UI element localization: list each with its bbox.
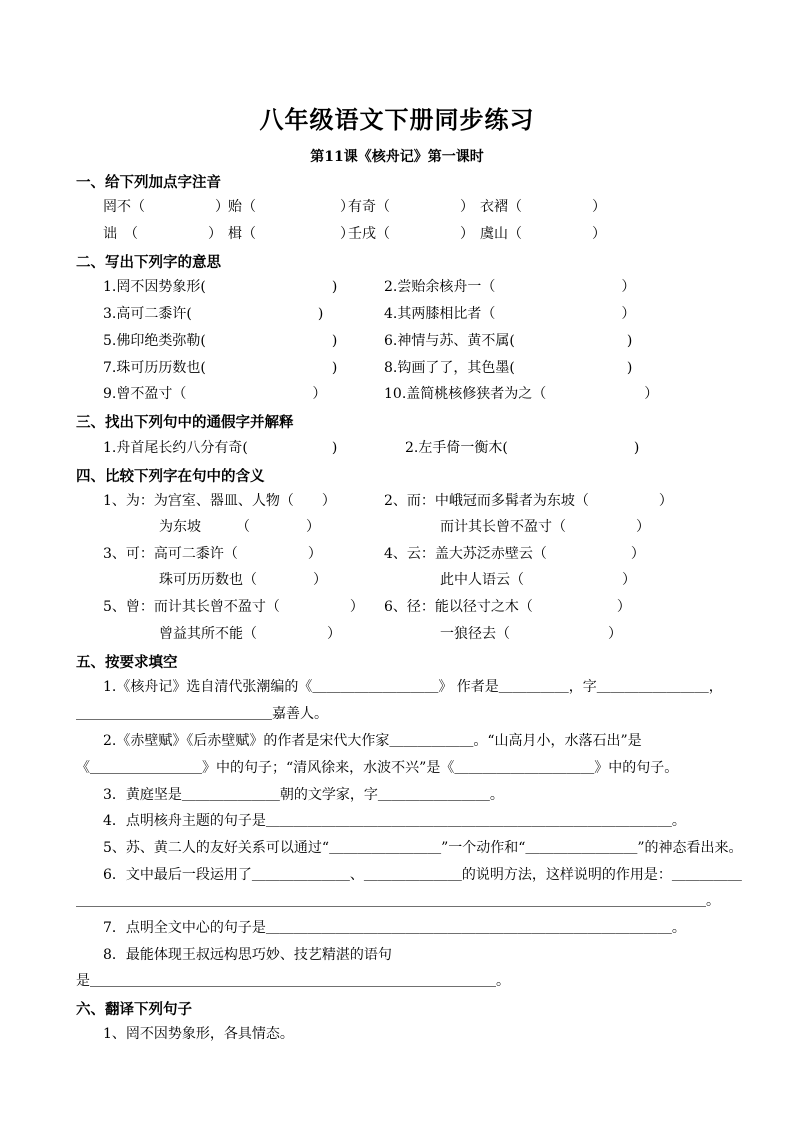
meaning-item: 5.佛印绝类弥勒( ) xyxy=(103,333,338,349)
pinyin-item: 楫（ ） xyxy=(228,226,354,242)
pinyin-item: 诎 （ ） xyxy=(103,226,222,242)
section-5-heading: 五、按要求填空 xyxy=(76,654,178,671)
compare-item: 为东坡 （ ） xyxy=(103,519,320,535)
meaning-item: 3.高可二黍许( ) xyxy=(103,306,324,322)
meaning-item: 6.神情与苏、黄不属( ) xyxy=(384,333,633,349)
section-6-heading: 六、翻译下列句子 xyxy=(76,1001,192,1018)
tongjia-item: 2.左手倚一衡木( ) xyxy=(405,440,640,456)
section-1-heading: 一、给下列加点字注音 xyxy=(76,174,221,191)
fill-blank-line: 1.《核舟记》选自清代张潮编的《＿＿＿＿＿＿＿＿＿》 作者是＿＿＿＿＿，字＿＿＿＿＿＿＿＿， xyxy=(103,679,723,695)
page-title: 八年级语文下册同步练习 xyxy=(259,105,535,134)
meaning-item: 4.其两膝相比者（ ） xyxy=(384,306,636,322)
meaning-item: 1.罔不因势象形( ) xyxy=(103,279,338,295)
meaning-item: 7.珠可历历数也( ) xyxy=(103,360,338,376)
section-3-heading: 三、找出下列句中的通假字并解释 xyxy=(76,414,294,431)
fill-blank-line: 2.《赤壁赋》《后赤壁赋》的作者是宋代大作家＿＿＿＿＿＿。“山高月小，水落石出”是 xyxy=(103,733,642,749)
pinyin-item: 贻（ ） xyxy=(228,199,354,215)
pinyin-item: 虞山（ ） xyxy=(480,226,606,242)
compare-item: 4、云：盖大苏泛赤壁云（ ） xyxy=(384,546,645,562)
compare-item: 而计其长曾不盈寸（ ） xyxy=(384,519,650,535)
fill-blank-line: ＿＿＿＿＿＿＿＿＿＿＿＿＿＿＿＿＿＿＿＿＿＿＿＿＿＿＿＿＿＿＿＿＿＿＿＿＿＿＿＿＿＿＿＿＿。 xyxy=(76,893,720,909)
fill-blank-line: 是＿＿＿＿＿＿＿＿＿＿＿＿＿＿＿＿＿＿＿＿＿＿＿＿＿＿＿＿＿。 xyxy=(76,973,510,989)
fill-blank-line: 8．最能体现王叔远构思巧妙、技艺精湛的语句 xyxy=(103,947,392,963)
fill-blank-line: ＿＿＿＿＿＿＿＿＿＿＿＿＿＿嘉善人。 xyxy=(76,706,328,722)
compare-item: 此中人语云（ ） xyxy=(384,572,636,588)
compare-item: 曾益其所不能（ ） xyxy=(103,626,341,642)
lesson-subtitle: 第11课《核舟记》第一课时 xyxy=(310,149,484,165)
compare-item: 1、为：为宫室、器皿、人物（ ） xyxy=(103,493,336,509)
fill-blank-line: 《＿＿＿＿＿＿＿＿》中的句子；“清风徐来，水波不兴”是《＿＿＿＿＿＿＿＿＿＿》中的句子。 xyxy=(76,760,679,776)
fill-blank-line: 3．黄庭坚是＿＿＿＿＿＿＿朝的文学家，字＿＿＿＿＿＿＿＿。 xyxy=(103,787,504,803)
compare-item: 珠可历历数也（ ） xyxy=(103,572,327,588)
translate-item: 1、罔不因势象形，各具情态。 xyxy=(103,1026,294,1042)
compare-item: 6、径：能以径寸之木（ ） xyxy=(384,599,631,615)
section-4-heading: 四、比较下列字在句中的含义 xyxy=(76,468,265,485)
compare-item: 一狼径去（ ） xyxy=(384,626,622,642)
section-2-heading: 二、写出下列字的意思 xyxy=(76,254,221,271)
pinyin-item: 有奇（ ） xyxy=(348,199,474,215)
meaning-item: 8.钩画了了，其色墨( ) xyxy=(384,360,633,376)
meaning-item: 2.尝贻余核舟一（ ） xyxy=(384,279,636,295)
fill-blank-line: 6．文中最后一段运用了＿＿＿＿＿＿＿、＿＿＿＿＿＿＿的说明方法，这样说明的作用是：＿＿＿＿＿ xyxy=(103,867,742,883)
fill-blank-line: 7．点明全文中心的句子是＿＿＿＿＿＿＿＿＿＿＿＿＿＿＿＿＿＿＿＿＿＿＿＿＿＿＿＿＿。 xyxy=(103,920,686,936)
pinyin-item: 罔不（ ） xyxy=(103,199,229,215)
tongjia-item: 1.舟首尾长约八分有奇( ) xyxy=(103,440,338,456)
meaning-item: 10.盖简桃核修狭者为之（ ） xyxy=(384,386,659,402)
compare-item: 3、可：高可二黍许（ ） xyxy=(103,546,322,562)
fill-blank-line: 5、苏、黄二人的友好关系可以通过“＿＿＿＿＿＿＿＿”一个动作和“＿＿＿＿＿＿＿＿”的神态看出来。 xyxy=(103,840,743,856)
meaning-item: 9.曾不盈寸（ ） xyxy=(103,386,327,402)
compare-item: 2、而：中峨冠而多髯者为东坡（ ） xyxy=(384,493,673,509)
pinyin-item: 衣褶（ ） xyxy=(480,199,606,215)
pinyin-item: 壬戌（ ） xyxy=(348,226,474,242)
compare-item: 5、曾：而计其长曾不盈寸（ ） xyxy=(103,599,364,615)
fill-blank-line: 4．点明核舟主题的句子是＿＿＿＿＿＿＿＿＿＿＿＿＿＿＿＿＿＿＿＿＿＿＿＿＿＿＿＿＿。 xyxy=(103,813,686,829)
